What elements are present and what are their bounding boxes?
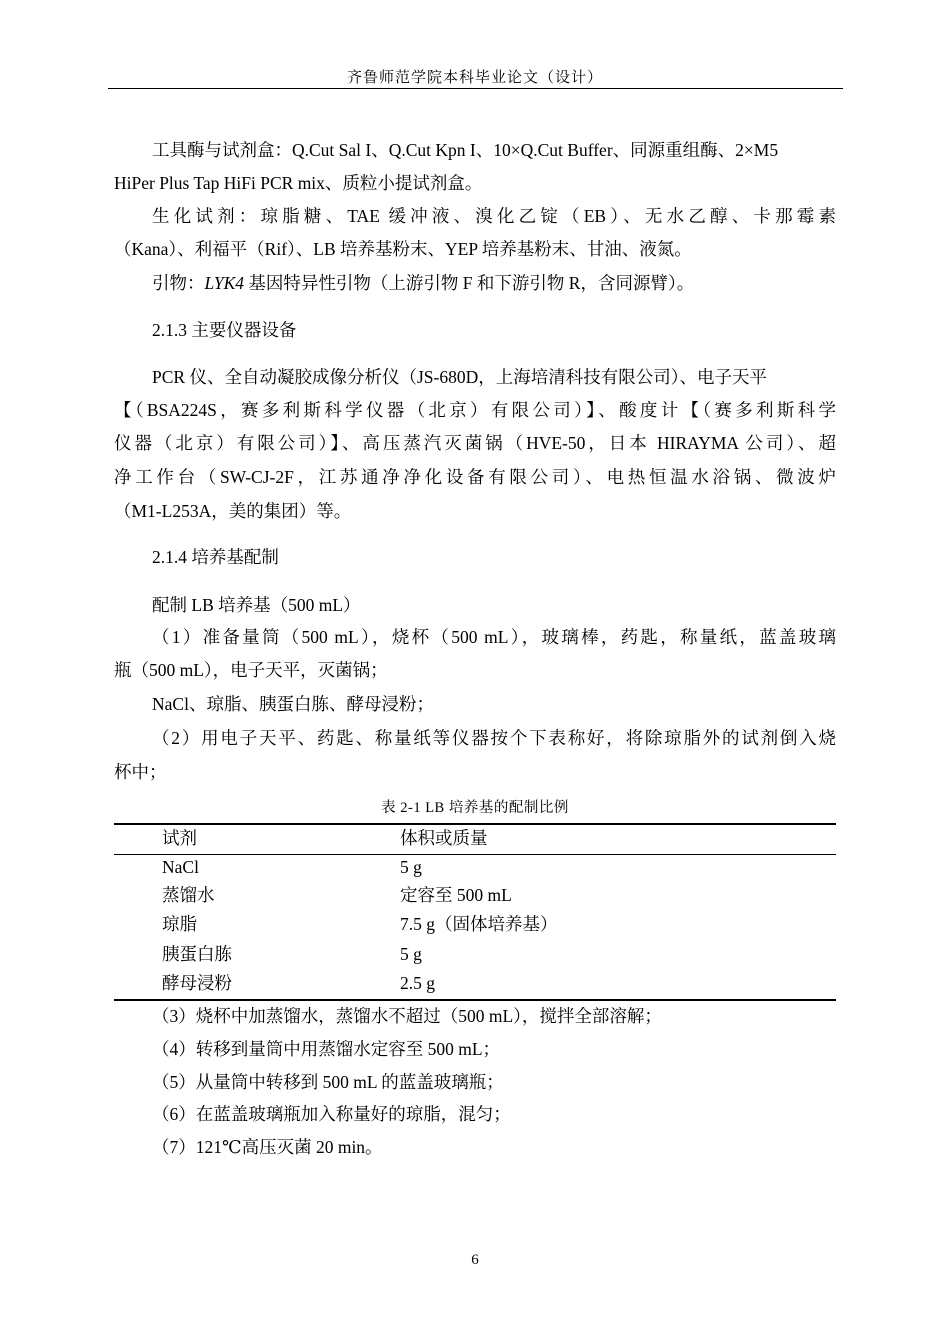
step-5: （5）从量筒中转移到 500 mL 的蓝盖玻璃瓶； [152, 1072, 504, 1092]
table-cell-reagent: 琼脂 [162, 914, 197, 934]
table-cell-amount: 定容至 500 mL [400, 885, 512, 905]
equipment-line-2: 【（BSA224S，赛多利斯科学仪器（北京）有限公司）】、酸度计【（赛多利斯科学 [114, 400, 836, 420]
table-cell-reagent: 胰蛋白胨 [162, 944, 232, 964]
step-1-line-2: 瓶（500 mL），电子天平，灭菌锅； [114, 660, 388, 680]
lb-medium-title: 配制 LB 培养基（500 mL） [152, 595, 361, 615]
step-2-line-2: 杯中； [114, 762, 167, 782]
page-number: 6 [471, 1252, 479, 1268]
tools-line-1: 工具酶与试剂盒：Q.Cut Sal I、Q.Cut Kpn I、10×Q.Cut Buffer、同源重组酶、2×M5 [152, 140, 779, 160]
step-4: （4）转移到量筒中用蒸馏水定容至 500 mL； [152, 1039, 501, 1059]
section-heading-2-1-4: 2.1.4 培养基配制 [152, 547, 279, 567]
table-caption: 表 2-1 LB 培养基的配制比例 [381, 800, 569, 816]
table-cell-amount: 5 g [400, 944, 422, 964]
section-heading-2-1-3: 2.1.3 主要仪器设备 [152, 320, 297, 340]
table-cell-amount: 5 g [400, 857, 422, 877]
table-bottom-rule [114, 999, 836, 1001]
table-cell-amount: 2.5 g [400, 973, 435, 993]
page-header: 齐鲁师范学院本科毕业论文（设计） [346, 70, 603, 86]
materials-line: NaCl、琼脂、胰蛋白胨、酵母浸粉； [152, 694, 434, 714]
primer-line [152, 275, 694, 293]
table-cell-amount: 7.5 g（固体培养基） [400, 914, 558, 934]
header-rule [108, 88, 843, 89]
step-7: （7）121℃高压灭菌 20 min。 [152, 1137, 383, 1157]
step-2-line-1: （2）用电子天平、药匙、称量纸等仪器按个下表称好，将除琼脂外的试剂倒入烧 [152, 728, 836, 748]
step-3: （3）烧杯中加蒸馏水，蒸馏水不超过（500 mL），搅拌全部溶解； [152, 1006, 662, 1026]
table-cell-reagent: 酵母浸粉 [162, 973, 232, 993]
table-top-rule [114, 823, 836, 825]
reagents-line-1: 生化试剂：琼脂糖、TAE 缓冲液、溴化乙锭（EB）、无水乙醇、卡那霉素 [152, 206, 836, 226]
table-header-reagent: 试剂 [162, 828, 197, 848]
primer-prefix: 引物： [152, 273, 205, 293]
primer-gene-name: LYK4 [204, 273, 245, 293]
equipment-line-1: PCR 仪、全自动凝胶成像分析仪（JS-680D，上海培清科技有限公司）、电子天平 [152, 367, 767, 387]
table-header-rule [114, 854, 836, 855]
tools-line-2: HiPer Plus Tap HiFi PCR mix、质粒小提试剂盒。 [114, 173, 483, 193]
equipment-line-5: （M1-L253A，美的集团）等。 [114, 501, 352, 521]
step-1-line-1: （1）准备量筒（500 mL），烧杯（500 mL），玻璃棒，药匙，称量纸，蓝盖玻璃 [152, 627, 836, 647]
step-6: （6）在蓝盖玻璃瓶加入称量好的琼脂，混匀； [152, 1104, 511, 1124]
primer-suffix: 基因特异性引物（上游引物 F 和下游引物 R，含同源臂）。 [244, 273, 695, 293]
equipment-line-3: 仪器（北京）有限公司）】、高压蒸汽灭菌锅（HVE-50，日本 HIRAYMA 公司）、超 [114, 433, 836, 453]
equipment-line-4: 净工作台（SW-CJ-2F，江苏通净净化设备有限公司）、电热恒温水浴锅、微波炉 [114, 467, 836, 487]
reagents-line-2: （Kana）、利福平（Rif）、LB 培养基粉末、YEP 培养基粉末、甘油、液氮。 [114, 239, 692, 259]
table-header-amount: 体积或质量 [400, 828, 488, 848]
table-cell-reagent: 蒸馏水 [162, 885, 215, 905]
table-cell-reagent: NaCl [162, 857, 199, 877]
